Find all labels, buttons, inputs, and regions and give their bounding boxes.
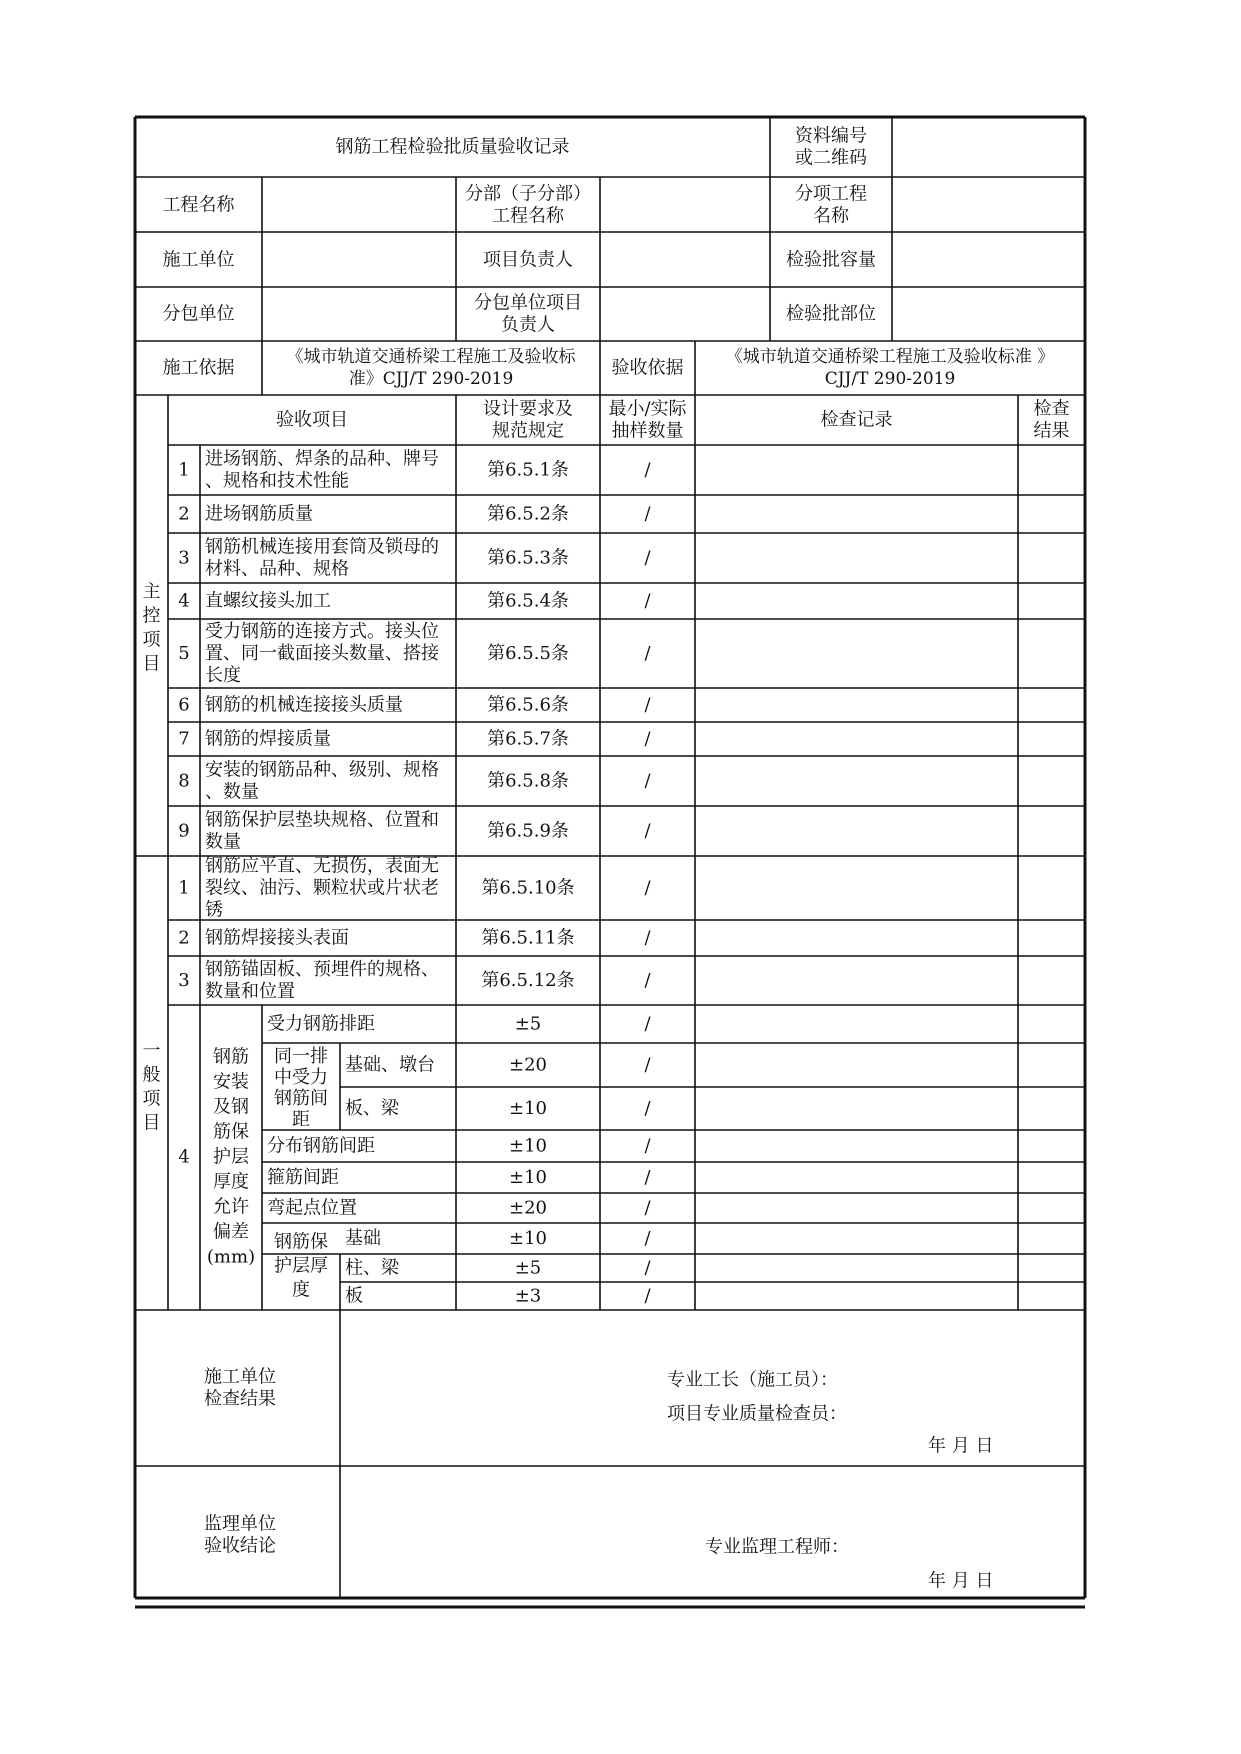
- row-sample: /: [644, 927, 651, 949]
- row-no: 6: [178, 694, 190, 716]
- tolerance-item: 箍筋间距: [267, 1167, 339, 1188]
- row-item: 钢筋应平直、无损伤，表面无: [205, 855, 439, 877]
- contractor-date: 年 月 日: [928, 1435, 994, 1457]
- row-sample: /: [644, 820, 651, 842]
- engineer-signature-label: 专业监理工程师：: [705, 1536, 849, 1558]
- row-item: 进场钢筋、焊条的品种、牌号: [205, 448, 439, 470]
- tolerance-sample: /: [644, 1285, 651, 1307]
- row-no: 4: [178, 590, 190, 612]
- row-item: 钢筋焊接接头表面: [205, 927, 349, 949]
- subitem-label: 分项工程: [795, 183, 867, 205]
- tolerance-requirement: ±20: [509, 1197, 547, 1219]
- row-item: 锈: [205, 899, 223, 921]
- project-name-label: 工程名称: [162, 194, 235, 216]
- main-control-label: 项: [142, 629, 161, 651]
- inspector-signature-label: 项目专业质量检查员：: [667, 1403, 847, 1425]
- row-item: 进场钢筋质量: [205, 503, 313, 525]
- tolerance-item: 板、梁: [345, 1098, 399, 1119]
- tolerance-sample: /: [644, 1167, 651, 1188]
- row-no: 7: [178, 728, 190, 750]
- tolerance-item: 基础、墩台: [345, 1054, 435, 1076]
- row-item: 、数量: [205, 781, 259, 803]
- row-sample: /: [644, 503, 651, 525]
- tolerance-sample: /: [644, 1197, 651, 1219]
- tolerance-requirement: ±5: [514, 1013, 542, 1035]
- supervisor-check-label: 监理单位: [204, 1513, 276, 1535]
- supervisor-date: 年 月 日: [928, 1570, 994, 1592]
- tolerance-sample: /: [644, 1228, 651, 1249]
- tolerance-group-label: 允许: [213, 1196, 249, 1218]
- tolerance-group-label: (mm): [206, 1246, 256, 1268]
- row-item: 数量和位置: [205, 981, 295, 1002]
- row-sample: /: [644, 877, 651, 899]
- row-sample: /: [644, 547, 651, 569]
- row-item: 直螺纹接头加工: [205, 590, 331, 612]
- row-item: 置、同一截面接头数量、搭接: [205, 643, 439, 664]
- tolerance-item: 受力钢筋排距: [267, 1013, 375, 1035]
- row-item: 裂纹、油污、颗粒状或片状老: [205, 877, 439, 899]
- spacing-group-label: 距: [292, 1109, 310, 1130]
- project-manager-label: 项目负责人: [483, 249, 573, 271]
- sub-manager-label: 分包单位项目: [474, 292, 582, 314]
- row-item: 长度: [205, 665, 241, 686]
- cover-group-label: 护层厚: [274, 1255, 328, 1277]
- row-no: 9: [178, 820, 190, 842]
- row-sample: /: [644, 459, 651, 481]
- row-requirement: 第6.5.12条: [481, 970, 575, 991]
- col-item: 验收项目: [276, 409, 348, 431]
- row-requirement: 第6.5.7条: [487, 728, 569, 750]
- tolerance-item: 分布钢筋间距: [267, 1135, 375, 1157]
- acceptance-basis-value: CJJ/T 290-2019: [824, 369, 956, 389]
- contractor-label: 施工单位: [162, 249, 235, 271]
- main-control-label: 控: [142, 605, 161, 627]
- spacing-group-label: 中受力: [274, 1067, 328, 1088]
- tolerance-group-label: 护层: [213, 1146, 249, 1168]
- acceptance-basis-label: 验收依据: [611, 357, 684, 379]
- row-requirement: 第6.5.6条: [487, 694, 569, 716]
- row-item: 、规格和技术性能: [205, 470, 349, 492]
- tolerance-requirement: ±5: [514, 1257, 542, 1279]
- row-requirement: 第6.5.2条: [487, 503, 569, 525]
- tolerance-item: 板: [345, 1285, 363, 1307]
- col-sample: 最小/实际: [608, 398, 687, 420]
- form-text-layer: [143, 126, 1070, 1592]
- tolerance-group-label: 偏差: [213, 1221, 249, 1243]
- row-no: 4: [178, 1146, 190, 1168]
- row-no: 1: [178, 877, 190, 899]
- tolerance-item: 基础: [345, 1228, 381, 1249]
- tolerance-requirement: ±10: [509, 1228, 547, 1249]
- row-item: 钢筋保护层垫块规格、位置和: [205, 809, 439, 831]
- row-item: 钢筋的机械连接接头质量: [205, 694, 403, 716]
- subdivision-label: 分部（子分部）: [465, 183, 591, 205]
- row-no: 8: [178, 770, 190, 792]
- contractor-check-label: 施工单位: [204, 1366, 276, 1388]
- tolerance-group-label: 安装: [213, 1071, 249, 1093]
- construction-basis-value: 《城市轨道交通桥梁工程施工及验收标: [286, 347, 576, 367]
- row-no: 2: [178, 927, 190, 949]
- row-requirement: 第6.5.1条: [487, 459, 569, 481]
- tolerance-requirement: ±10: [509, 1098, 547, 1119]
- subitem-label: 名称: [813, 205, 849, 227]
- row-item: 安装的钢筋品种、级别、规格: [205, 759, 439, 781]
- row-no: 2: [178, 503, 190, 525]
- row-no: 1: [178, 459, 190, 481]
- batch-capacity-label: 检验批容量: [786, 249, 876, 271]
- row-requirement: 第6.5.9条: [487, 820, 569, 842]
- row-sample: /: [644, 643, 651, 664]
- row-sample: /: [644, 970, 651, 991]
- row-no: 3: [178, 547, 190, 569]
- col-requirement: 规范规定: [492, 420, 564, 442]
- doc-no-label: 资料编号: [795, 125, 867, 147]
- tolerance-sample: /: [644, 1098, 651, 1119]
- col-requirement: 设计要求及: [483, 398, 573, 420]
- row-requirement: 第6.5.5条: [487, 643, 569, 664]
- sub-manager-label: 负责人: [501, 314, 555, 336]
- acceptance-basis-value: 《城市轨道交通桥梁工程施工及验收标准 》: [725, 347, 1055, 367]
- row-item: 钢筋的焊接质量: [205, 728, 331, 750]
- doc-no-label: 或二维码: [795, 147, 867, 169]
- tolerance-group-label: 及钢: [213, 1096, 249, 1118]
- tolerance-item: 弯起点位置: [267, 1197, 357, 1219]
- tolerance-sample: /: [644, 1257, 651, 1279]
- row-requirement: 第6.5.3条: [487, 547, 569, 569]
- spacing-group-label: 同一排: [274, 1046, 328, 1067]
- tolerance-sample: /: [644, 1054, 651, 1076]
- form-title: 钢筋工程检验批质量验收记录: [335, 136, 570, 158]
- tolerance-sample: /: [644, 1135, 651, 1157]
- tolerance-requirement: ±20: [509, 1054, 547, 1076]
- tolerance-group-label: 厚度: [213, 1171, 249, 1193]
- row-item: 钢筋锚固板、预埋件的规格、: [205, 959, 439, 980]
- supervisor-check-label: 验收结论: [204, 1535, 276, 1557]
- tolerance-group-label: 筋保: [213, 1121, 249, 1143]
- row-requirement: 第6.5.4条: [487, 590, 569, 612]
- col-result: 结果: [1033, 420, 1070, 442]
- tolerance-requirement: ±10: [509, 1135, 547, 1157]
- general-label: 一: [142, 1040, 161, 1062]
- batch-location-label: 检验批部位: [786, 303, 876, 325]
- tolerance-requirement: ±3: [514, 1285, 542, 1307]
- tolerance-item: 柱、梁: [345, 1257, 399, 1279]
- row-item: 材料、品种、规格: [205, 558, 349, 580]
- col-sample: 抽样数量: [611, 420, 684, 442]
- tolerance-sample: /: [644, 1013, 651, 1035]
- contractor-check-label: 检查结果: [204, 1388, 276, 1410]
- foreman-signature-label: 专业工长（施工员）：: [667, 1369, 838, 1391]
- row-no: 3: [178, 970, 190, 991]
- spacing-group-label: 钢筋间: [274, 1088, 328, 1109]
- row-sample: /: [644, 770, 651, 792]
- row-sample: /: [644, 728, 651, 750]
- main-control-label: 目: [142, 653, 161, 675]
- row-requirement: 第6.5.8条: [487, 770, 569, 792]
- row-item: 钢筋机械连接用套筒及锁母的: [205, 536, 439, 558]
- row-no: 5: [178, 643, 190, 664]
- construction-basis-value: 准》CJJ/T 290-2019: [348, 369, 514, 389]
- row-item: 数量: [205, 831, 241, 853]
- row-requirement: 第6.5.10条: [481, 877, 575, 899]
- row-sample: /: [644, 694, 651, 716]
- cover-group-label: 钢筋保: [274, 1231, 328, 1253]
- tolerance-group-label: 钢筋: [213, 1046, 249, 1068]
- col-record: 检查记录: [820, 409, 893, 431]
- general-label: 般: [142, 1064, 161, 1086]
- col-result: 检查: [1033, 398, 1070, 420]
- subcontractor-label: 分包单位: [162, 303, 235, 325]
- cover-group-label: 度: [292, 1279, 310, 1301]
- subdivision-label: 工程名称: [492, 205, 564, 227]
- row-requirement: 第6.5.11条: [481, 927, 575, 949]
- row-sample: /: [644, 590, 651, 612]
- general-label: 项: [142, 1088, 161, 1110]
- main-control-label: 主: [142, 581, 161, 603]
- construction-basis-label: 施工依据: [162, 357, 235, 379]
- tolerance-requirement: ±10: [509, 1167, 547, 1188]
- row-item: 受力钢筋的连接方式。接头位: [205, 621, 439, 642]
- general-label: 目: [142, 1112, 161, 1134]
